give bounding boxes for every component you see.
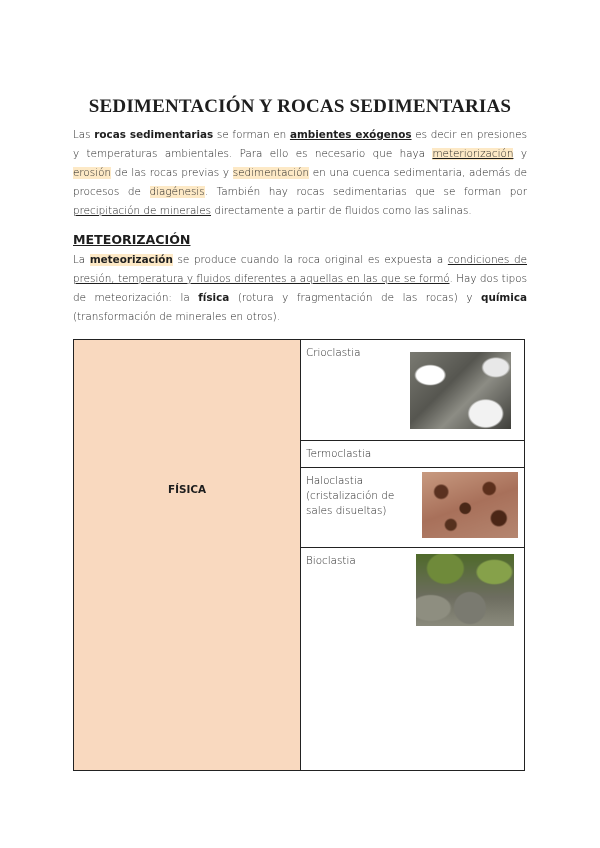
row-label: Bioclastia bbox=[306, 555, 356, 567]
highlight-erosion: erosión bbox=[73, 167, 112, 179]
rock-with-vegetation-photo bbox=[416, 554, 514, 626]
intro-paragraph: Las rocas sedimentarias se forman en ambientes exógenos es decir en presiones y temperaturas ambientales. Para ello es necesario que haya meteriorización y erosión de las rocas previas y sedimentación en una cuenca sedimentaria, además de procesos de diagénesis. También hay rocas sedimentarias que se forman por precipitación de minerales directamente a partir de fluidos como las salinas. bbox=[73, 129, 527, 217]
row-label: Haloclastia (cristalización de sales disueltas) bbox=[306, 475, 395, 517]
category-label: FÍSICA bbox=[168, 484, 206, 496]
rock-ice-photo bbox=[410, 352, 511, 429]
highlight-sedimentacion: sedimentación bbox=[232, 167, 310, 179]
table-row bbox=[301, 441, 524, 468]
category-cell bbox=[74, 340, 301, 770]
highlight-meteorizacion: meteriorización bbox=[432, 148, 514, 160]
row-label: Termoclastia bbox=[306, 448, 372, 460]
table-row bbox=[301, 468, 524, 548]
page-title: SEDIMENTACIÓN Y ROCAS SEDIMENTARIAS bbox=[88, 96, 512, 117]
table-row bbox=[301, 340, 524, 441]
honeycomb-weathered-rock-photo bbox=[422, 472, 518, 538]
meteorizacion-paragraph: La meteorización se produce cuando la roca original es expuesta a condiciones de presión, temperatura y fluidos diferentes a aquellas en las que se formó. Hay dos tipos de meteorización: la física (rotura y fragmentación de las rocas) y química (transformación de minerales en otros). bbox=[73, 254, 527, 323]
table-row bbox=[301, 548, 524, 770]
row-label: Crioclastia bbox=[306, 347, 361, 359]
weathering-table bbox=[73, 339, 525, 771]
highlight-diagenesis: diagénesis bbox=[149, 186, 205, 198]
section-heading: METEORIZACIÓN bbox=[73, 232, 191, 247]
